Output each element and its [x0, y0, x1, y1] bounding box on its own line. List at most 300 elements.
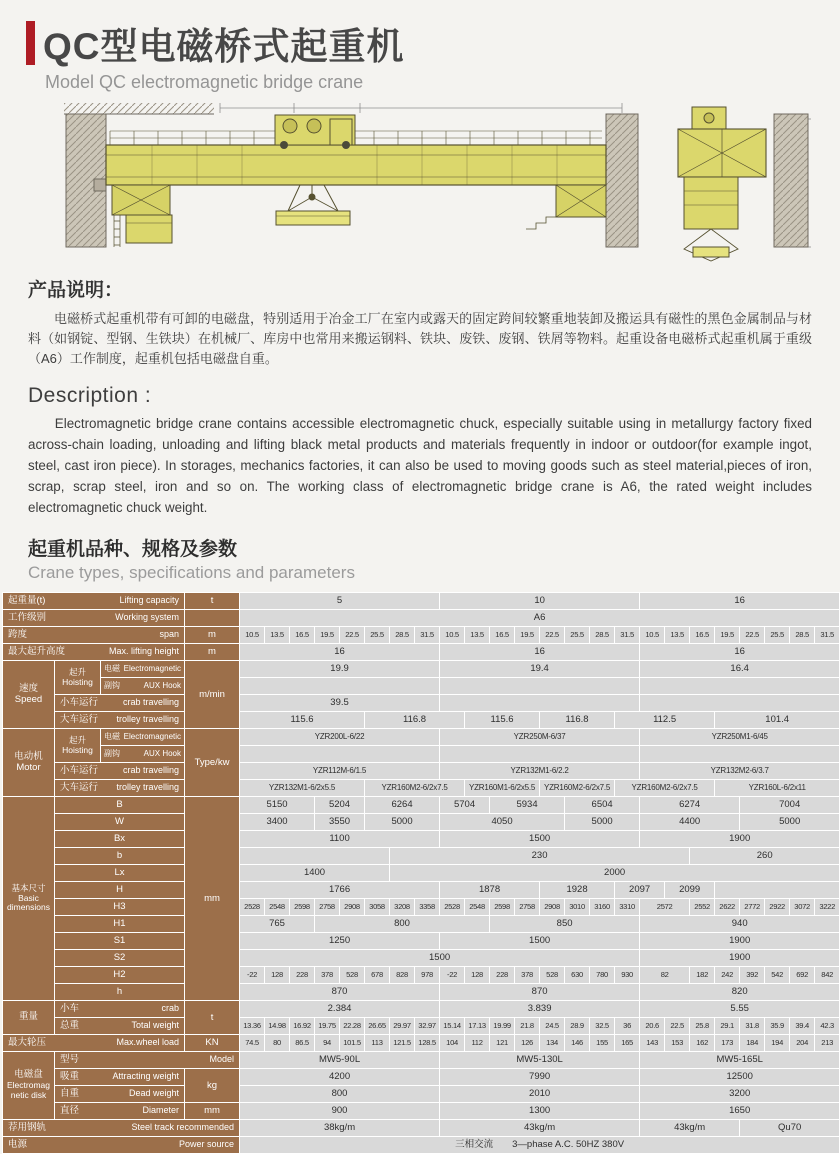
- data-cell: 204: [790, 1035, 815, 1052]
- label-weight-section: 重量: [3, 1001, 55, 1035]
- data-cell: 3208: [390, 899, 415, 916]
- data-cell: [240, 678, 440, 695]
- data-cell: 5000: [365, 814, 440, 831]
- crane-technical-drawing: [62, 99, 814, 267]
- data-cell: 32.5: [590, 1018, 615, 1035]
- data-cell: 16.92: [290, 1018, 315, 1035]
- label-speed-section: 速度 Speed: [3, 661, 55, 729]
- data-cell: 2099: [665, 882, 715, 899]
- label-dim-H3: H3: [55, 899, 185, 916]
- data-cell: 15.14: [440, 1018, 465, 1035]
- row-speed-trolley-travelling: [3, 712, 840, 729]
- unit-weight: t: [185, 1001, 240, 1035]
- data-cell: 128: [265, 967, 290, 984]
- data-cell: [240, 746, 440, 763]
- data-cell: YZR160M1-6/2x5.5: [465, 780, 540, 797]
- label-weight-crab: 小车 crab: [55, 1001, 185, 1018]
- data-cell: 13.5: [665, 627, 690, 644]
- data-cell: 24.5: [540, 1018, 565, 1035]
- data-cell: 94: [315, 1035, 340, 1052]
- row-motor-trolley-travelling: [3, 780, 840, 797]
- label-span: 跨度 span: [3, 627, 185, 644]
- data-cell: 2.384: [240, 1001, 440, 1018]
- data-cell: 213: [815, 1035, 840, 1052]
- data-cell: 1900: [640, 950, 840, 967]
- data-cell: 5934: [490, 797, 565, 814]
- data-cell: 5000: [740, 814, 840, 831]
- data-cell: 19.5: [315, 627, 340, 644]
- data-cell: 28.5: [390, 627, 415, 644]
- row-dim-H1: [3, 916, 840, 933]
- row-max-lifting-height: [3, 644, 840, 661]
- data-cell: 3222: [815, 899, 840, 916]
- data-cell: 80: [265, 1035, 290, 1052]
- row-speed-electromagnetic: [3, 661, 840, 678]
- data-cell: 16: [640, 644, 840, 661]
- label-dim-Lx: Lx: [55, 865, 185, 882]
- label-dim-S2: S2: [55, 950, 185, 967]
- data-cell: 842: [815, 967, 840, 984]
- data-cell: 678: [365, 967, 390, 984]
- data-cell: 35.9: [765, 1018, 790, 1035]
- specs-table-title-zh: 起重机品种、规格及参数: [28, 539, 238, 560]
- row-disk-model: [3, 1052, 840, 1069]
- label-speed-hoisting: 起升 Hoisting: [55, 661, 101, 695]
- data-cell: 153: [665, 1035, 690, 1052]
- data-cell: 6264: [365, 797, 440, 814]
- data-cell: 7004: [740, 797, 840, 814]
- data-cell: 19.5: [515, 627, 540, 644]
- data-cell: 19.75: [315, 1018, 340, 1035]
- data-cell: [715, 882, 840, 899]
- left-platform: [112, 185, 172, 247]
- data-cell: 28.5: [590, 627, 615, 644]
- row-dim-S2: [3, 950, 840, 967]
- data-cell: 112: [465, 1035, 490, 1052]
- data-cell: MW5-130L: [440, 1052, 640, 1069]
- ceiling-hatch: [64, 103, 214, 114]
- label-max-lifting-height: 最大起升高度 Max. lifting height: [3, 644, 185, 661]
- data-cell: 146: [565, 1035, 590, 1052]
- data-cell: [640, 678, 840, 695]
- end-view: [678, 107, 766, 261]
- data-cell: 1928: [540, 882, 615, 899]
- label-lifting-capacity: 起重量(t) Lifting capacity: [3, 593, 185, 610]
- data-cell: 1400: [240, 865, 390, 882]
- data-cell: 5150: [240, 797, 315, 814]
- data-cell: 1650: [640, 1103, 840, 1120]
- data-cell: 2572: [640, 899, 690, 916]
- label-motor-hoisting: 起升 Hoisting: [55, 729, 101, 763]
- data-cell: 542: [765, 967, 790, 984]
- data-cell: 194: [765, 1035, 790, 1052]
- label-disk-model: 型号 Model: [55, 1052, 240, 1069]
- data-cell: 1500: [440, 831, 640, 848]
- label-dim-H2: H2: [55, 967, 185, 984]
- data-cell: 1766: [240, 882, 440, 899]
- label-speed-crab: 小车运行 crab travelling: [55, 695, 185, 712]
- data-cell: 16: [440, 644, 640, 661]
- data-cell: 392: [740, 967, 765, 984]
- data-cell: 5: [240, 593, 440, 610]
- row-dim-h: [3, 984, 840, 1001]
- unit-disk-diameter: mm: [185, 1103, 240, 1120]
- row-speed-crab-travelling: [3, 695, 840, 712]
- data-cell: 13.36: [240, 1018, 265, 1035]
- data-cell: 184: [740, 1035, 765, 1052]
- data-cell: 2758: [515, 899, 540, 916]
- data-cell: 155: [590, 1035, 615, 1052]
- trolley: [275, 115, 355, 149]
- data-cell: YZR160M2-6/2x7.5: [540, 780, 615, 797]
- label-dim-W: W: [55, 814, 185, 831]
- magnet-chuck: [276, 185, 350, 225]
- row-disk-dead-weight: [3, 1086, 840, 1103]
- data-cell: 2097: [615, 882, 665, 899]
- data-cell: 230: [390, 848, 690, 865]
- data-cell: YZR112M-6/1.5: [240, 763, 440, 780]
- row-weight-crab: [3, 1001, 840, 1018]
- data-cell: 16.5: [490, 627, 515, 644]
- data-cell: [440, 746, 640, 763]
- data-cell: 74.5: [240, 1035, 265, 1052]
- data-cell: YZR250M1-6/45: [640, 729, 840, 746]
- data-cell: 2552: [690, 899, 715, 916]
- data-cell: YZR132M1-6/2x5.5: [240, 780, 365, 797]
- data-cell: 2528: [440, 899, 465, 916]
- data-cell: 182: [690, 967, 715, 984]
- label-working-system: 工作级别 Working system: [3, 610, 185, 627]
- data-cell: 1500: [440, 933, 640, 950]
- unit-dimensions: mm: [185, 797, 240, 1001]
- row-steel-track: [3, 1120, 840, 1137]
- data-cell: YZR250M-6/37: [440, 729, 640, 746]
- data-cell: 3310: [615, 899, 640, 916]
- data-cell: 1900: [640, 933, 840, 950]
- data-cell: [640, 695, 840, 712]
- data-cell: 104: [440, 1035, 465, 1052]
- accent-bar: [26, 21, 35, 65]
- data-cell: 5000: [565, 814, 640, 831]
- data-cell: 228: [290, 967, 315, 984]
- row-dim-Lx: [3, 865, 840, 882]
- data-cell: 630: [565, 967, 590, 984]
- label-steel-track: 荐用钢轨 Steel track recommended: [3, 1120, 240, 1137]
- data-cell: -22: [240, 967, 265, 984]
- label-disk-diameter: 直径 Diameter: [55, 1103, 185, 1120]
- page-header: [26, 16, 840, 70]
- data-cell: 17.13: [465, 1018, 490, 1035]
- label-dim-Bx: Bx: [55, 831, 185, 848]
- data-cell: 28.5: [790, 627, 815, 644]
- row-motor-aux-hook: [3, 746, 840, 763]
- specs-table: [2, 592, 840, 1154]
- row-dim-Bx: [3, 831, 840, 848]
- label-speed-aux-hook: 副钩 AUX Hook: [101, 678, 185, 695]
- unit-motor: Type/kw: [185, 729, 240, 797]
- data-cell: 31.8: [740, 1018, 765, 1035]
- data-cell: 121: [490, 1035, 515, 1052]
- data-cell: 2922: [765, 899, 790, 916]
- data-cell: 5704: [440, 797, 490, 814]
- data-cell: 128.5: [415, 1035, 440, 1052]
- data-cell: YZR160M2-6/2x7.5: [615, 780, 715, 797]
- label-motor-section: 电动机 Motor: [3, 729, 55, 797]
- data-cell: MW5-165L: [640, 1052, 840, 1069]
- row-working-system: [3, 610, 840, 627]
- data-cell: 828: [390, 967, 415, 984]
- data-cell: 25.5: [365, 627, 390, 644]
- data-cell: 165: [615, 1035, 640, 1052]
- data-cell: 42.3: [815, 1018, 840, 1035]
- data-cell: 3550: [315, 814, 365, 831]
- data-cell: 2598: [490, 899, 515, 916]
- data-cell: 3010: [565, 899, 590, 916]
- data-cell: 43kg/m: [440, 1120, 640, 1137]
- data-cell: -22: [440, 967, 465, 984]
- data-cell: 2548: [265, 899, 290, 916]
- data-cell: 820: [640, 984, 840, 1001]
- unit-max-lifting-height: m: [185, 644, 240, 661]
- label-power-source: 电源 Power source: [3, 1137, 240, 1154]
- data-cell: [640, 746, 840, 763]
- data-cell: 113: [365, 1035, 390, 1052]
- data-cell: 112.5: [615, 712, 715, 729]
- data-cell: 13.5: [265, 627, 290, 644]
- unit-working-system: [185, 610, 240, 627]
- data-cell: 780: [590, 967, 615, 984]
- row-disk-attracting-weight: [3, 1069, 840, 1086]
- row-max-wheel-load: [3, 1035, 840, 1052]
- data-cell: 116.8: [365, 712, 465, 729]
- data-cell: 765: [240, 916, 315, 933]
- label-speed-trolley: 大车运行 trolley travelling: [55, 712, 185, 729]
- data-cell: 16: [640, 593, 840, 610]
- data-cell: 228: [490, 967, 515, 984]
- label-weight-total: 总重 Total weight: [55, 1018, 185, 1035]
- data-cell: 1300: [440, 1103, 640, 1120]
- data-cell: YZR132M1-6/2.2: [440, 763, 640, 780]
- data-cell: 800: [315, 916, 490, 933]
- row-power-source: [3, 1137, 840, 1154]
- label-motor-crab: 小车运行 crab travelling: [55, 763, 185, 780]
- data-cell: 6274: [640, 797, 740, 814]
- data-cell: 2908: [540, 899, 565, 916]
- data-cell: 12500: [640, 1069, 840, 1086]
- data-cell: 22.5: [540, 627, 565, 644]
- data-cell: 900: [240, 1103, 440, 1120]
- data-cell: 1900: [640, 831, 840, 848]
- data-cell: 39.4: [790, 1018, 815, 1035]
- row-disk-diameter: [3, 1103, 840, 1120]
- data-cell: [440, 678, 640, 695]
- label-disk-attracting-weight: 吸重 Attracting weight: [55, 1069, 185, 1086]
- data-cell: 242: [715, 967, 740, 984]
- data-cell: 31.5: [815, 627, 840, 644]
- data-cell: 978: [415, 967, 440, 984]
- data-cell: 三相交流 3—phase A.C. 50HZ 380V: [240, 1137, 840, 1154]
- label-disk-dead-weight: 自重 Dead weight: [55, 1086, 185, 1103]
- row-motor-crab-travelling: [3, 763, 840, 780]
- data-cell: 850: [490, 916, 640, 933]
- data-cell: 1500: [240, 950, 640, 967]
- data-cell: 29.97: [390, 1018, 415, 1035]
- data-cell: YZR200L-6/22: [240, 729, 440, 746]
- data-cell: 1100: [240, 831, 440, 848]
- data-cell: 26.65: [365, 1018, 390, 1035]
- row-dim-B: [3, 797, 840, 814]
- unit-lifting-capacity: t: [185, 593, 240, 610]
- data-cell: 10.5: [640, 627, 665, 644]
- data-cell: 6504: [565, 797, 640, 814]
- row-dim-S1: [3, 933, 840, 950]
- data-cell: 2772: [740, 899, 765, 916]
- data-cell: Qu70: [740, 1120, 840, 1137]
- data-cell: 7990: [440, 1069, 640, 1086]
- data-cell: 22.5: [340, 627, 365, 644]
- label-electromagnetic-disk-section: 电磁盘 Electromag netic disk: [3, 1052, 55, 1120]
- data-cell: 2758: [315, 899, 340, 916]
- unit-speed: m/min: [185, 661, 240, 729]
- page-title: QC型电磁桥式起重机: [43, 26, 405, 67]
- data-cell: 25.5: [565, 627, 590, 644]
- data-cell: 378: [515, 967, 540, 984]
- data-cell: 870: [440, 984, 640, 1001]
- row-dim-H: [3, 882, 840, 899]
- data-cell: 4400: [640, 814, 740, 831]
- data-cell: 10.5: [240, 627, 265, 644]
- data-cell: 13.5: [465, 627, 490, 644]
- data-cell: 115.6: [465, 712, 540, 729]
- data-cell: 4200: [240, 1069, 440, 1086]
- data-cell: 22.5: [740, 627, 765, 644]
- data-cell: 260: [690, 848, 840, 865]
- data-cell: 3358: [415, 899, 440, 916]
- data-cell: 126: [515, 1035, 540, 1052]
- data-cell: 2528: [240, 899, 265, 916]
- data-cell: 378: [315, 967, 340, 984]
- data-cell: 32.97: [415, 1018, 440, 1035]
- data-cell: [240, 848, 390, 865]
- data-cell: 38kg/m: [240, 1120, 440, 1137]
- data-cell: 25.8: [690, 1018, 715, 1035]
- data-cell: 116.8: [540, 712, 615, 729]
- data-cell: YZR160L-6/2x11: [715, 780, 840, 797]
- data-cell: A6: [240, 610, 840, 627]
- data-cell: 16: [240, 644, 440, 661]
- data-cell: 1250: [240, 933, 440, 950]
- unit-span: m: [185, 627, 240, 644]
- data-cell: 28.9: [565, 1018, 590, 1035]
- row-dim-b: [3, 848, 840, 865]
- data-cell: 82: [640, 967, 690, 984]
- data-cell: 29.1: [715, 1018, 740, 1035]
- row-lifting-capacity: [3, 593, 840, 610]
- data-cell: 121.5: [390, 1035, 415, 1052]
- main-girder: [106, 131, 606, 185]
- row-dim-H2: [3, 967, 840, 984]
- row-dim-W: [3, 814, 840, 831]
- data-cell: 2000: [390, 865, 840, 882]
- label-motor-trolley: 大车运行 trolley travelling: [55, 780, 185, 797]
- data-cell: YZR132M2-6/3.7: [640, 763, 840, 780]
- data-cell: 22.5: [665, 1018, 690, 1035]
- data-cell: 3.839: [440, 1001, 640, 1018]
- data-cell: 3400: [240, 814, 315, 831]
- data-cell: 2622: [715, 899, 740, 916]
- data-cell: 25.5: [765, 627, 790, 644]
- product-description-body-zh: 电磁桥式起重机带有可卸的电磁盘，特别适用于冶金工厂在室内或露天的固定跨间较繁重地装卸及搬运具有磁性的黑色金属制品与材料（如钢锭、型钢、生铁块）在机械厂、库房中也常用来搬运钢料、铁块、废铁、废钢、铁屑等物料。起重设备电磁桥式起重机属于重级（A6）工作制度，起重机包括电磁盘自重。: [28, 311, 812, 366]
- data-cell: 528: [340, 967, 365, 984]
- row-span: [3, 627, 840, 644]
- data-cell: 930: [615, 967, 640, 984]
- data-cell: 1878: [440, 882, 540, 899]
- data-cell: 5.55: [640, 1001, 840, 1018]
- data-cell: 940: [640, 916, 840, 933]
- data-cell: 39.5: [240, 695, 440, 712]
- row-dim-H3: [3, 899, 840, 916]
- data-cell: 101.4: [715, 712, 840, 729]
- data-cell: MW5-90L: [240, 1052, 440, 1069]
- data-cell: 19.99: [490, 1018, 515, 1035]
- data-cell: 115.6: [240, 712, 365, 729]
- data-cell: 31.5: [615, 627, 640, 644]
- data-cell: 870: [240, 984, 440, 1001]
- data-cell: 43kg/m: [640, 1120, 740, 1137]
- data-cell: 162: [690, 1035, 715, 1052]
- label-basic-dimensions-section: 基本尺寸 Basic dimensions: [3, 797, 55, 1001]
- specs-table-title-en: Crane types, specifications and parameters: [28, 563, 355, 582]
- data-cell: 2010: [440, 1086, 640, 1103]
- data-cell: 16.5: [290, 627, 315, 644]
- data-cell: 19.5: [715, 627, 740, 644]
- data-cell: 3200: [640, 1086, 840, 1103]
- data-cell: 21.8: [515, 1018, 540, 1035]
- data-cell: 10.5: [440, 627, 465, 644]
- row-speed-aux-hook: [3, 678, 840, 695]
- data-cell: [440, 695, 640, 712]
- data-cell: YZR160M2-6/2x7.5: [365, 780, 465, 797]
- row-weight-total: [3, 1018, 840, 1035]
- data-cell: 800: [240, 1086, 440, 1103]
- data-cell: 16.4: [640, 661, 840, 678]
- data-cell: 692: [790, 967, 815, 984]
- product-description-body-en: Electromagnetic bridge crane contains accessible electromagnetic chuck, especially suitable using in metallurgy factory fixed across-chain loading, unloading and lifting black metal products and materials frequently in indoor or outdoor(for example ingot, steel, cast iron piece). In storages, mechanics factories, it can also be used to moving goods such as steel material,pieces of iron, scrap, scrap steel, iron and so on. The working class of electromagnetic bridge crane is A6, the rated weight includes electromagnetic chuck weight.: [28, 416, 812, 515]
- data-cell: 36: [615, 1018, 640, 1035]
- page-subtitle: Model QC electromagnetic bridge crane: [45, 72, 364, 92]
- label-dim-B: B: [55, 797, 185, 814]
- product-description-title-zh: 产品说明：: [28, 280, 124, 301]
- data-cell: 19.9: [240, 661, 440, 678]
- data-cell: 3058: [365, 899, 390, 916]
- data-cell: 173: [715, 1035, 740, 1052]
- data-cell: 128: [465, 967, 490, 984]
- data-cell: 19.4: [440, 661, 640, 678]
- unit-disk-weight: kg: [185, 1069, 240, 1103]
- data-cell: 2598: [290, 899, 315, 916]
- label-motor-aux-hook: 副钩 AUX Hook: [101, 746, 185, 763]
- label-speed-electromagnetic: 电磁 Electromagnetic: [101, 661, 185, 678]
- label-dim-b: b: [55, 848, 185, 865]
- data-cell: 10: [440, 593, 640, 610]
- data-cell: 16.5: [690, 627, 715, 644]
- data-cell: 143: [640, 1035, 665, 1052]
- label-max-wheel-load: 最大轮压 Max.wheel load: [3, 1035, 185, 1052]
- right-platform: [526, 185, 606, 229]
- data-cell: 5204: [315, 797, 365, 814]
- label-dim-h: h: [55, 984, 185, 1001]
- label-dim-S1: S1: [55, 933, 185, 950]
